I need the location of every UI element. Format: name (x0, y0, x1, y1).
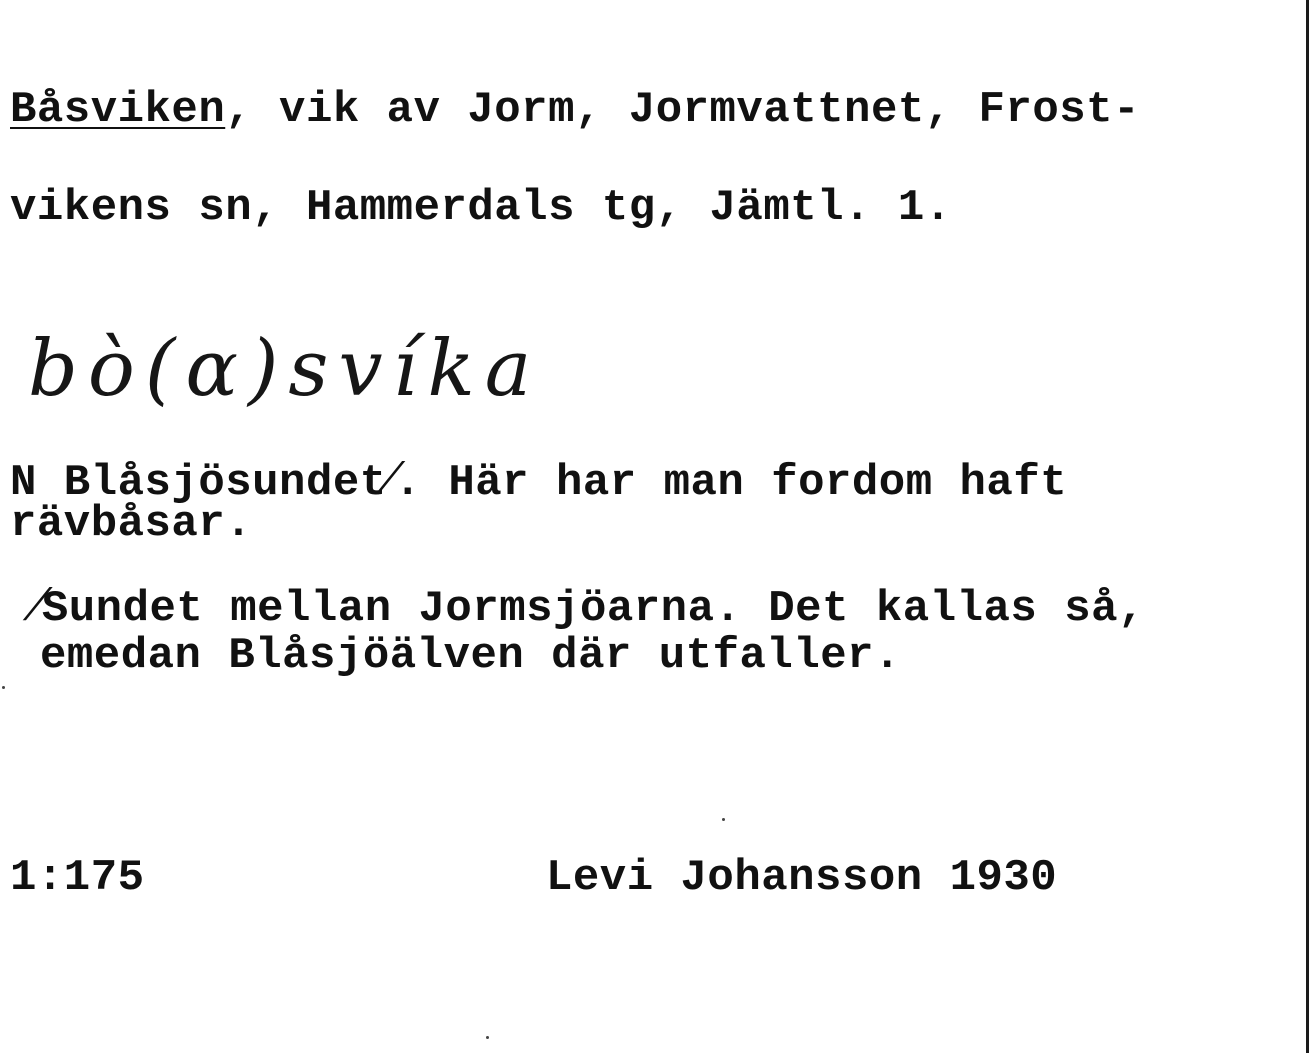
note-part-2: . Här har man fordom haft (394, 458, 1068, 508)
paper-speck (486, 1036, 489, 1039)
note-line-2: rävbåsar. (10, 499, 253, 549)
footnote-mark-icon: ⁄ (34, 580, 42, 631)
headword: Båsviken (10, 85, 226, 135)
reference-number: 1:175 (10, 853, 145, 903)
footnote-line-1 (34, 580, 1145, 634)
collector-signature: Levi Johansson 1930 (546, 853, 1058, 903)
note-line-1 (10, 454, 1068, 508)
footnote-text-1: Sundet mellan Jormsjöarna. Det kallas så, (41, 584, 1145, 634)
paper-speck (2, 686, 5, 689)
footnote-line-2: emedan Blåsjöälven där utfaller. (40, 631, 901, 681)
line1-rest: , vik av Jorm, Jormvattnet, Frost- (225, 85, 1140, 135)
footnote-mark-icon: ⁄ (386, 454, 395, 505)
paper-speck (722, 818, 725, 821)
note-part-1: N Blåsjösundet (10, 458, 387, 508)
card-edge (1306, 0, 1309, 1053)
card-line-2: vikens sn, Hammerdals tg, Jämtl. 1. (10, 183, 952, 233)
card-line-1 (10, 85, 1140, 135)
handwritten-pronunciation: bò(ɑ)svíka (28, 324, 542, 414)
